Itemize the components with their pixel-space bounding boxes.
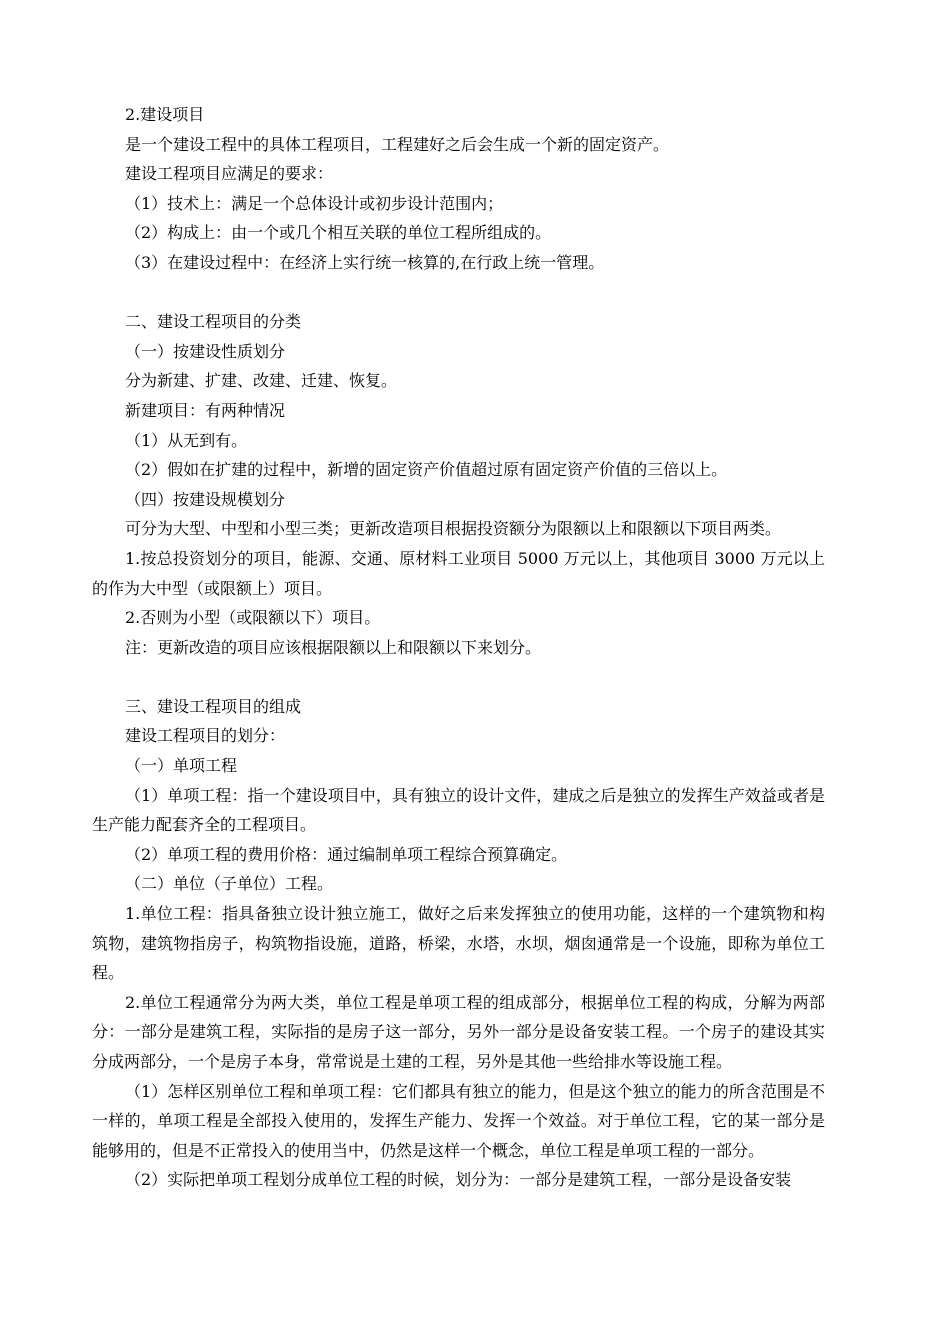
paragraph: （1）从无到有。 [125, 430, 248, 450]
paragraph: 2.否则为小型（或限额以下）项目。 [125, 608, 381, 628]
subsection-heading: （一）按建设性质划分 [125, 341, 286, 361]
paragraph: （1）怎样区别单位工程和单项工程：它们都具有独立的能力，但是这个独立的能力的所含范围是不一样的，单项工程是全部投入使用的，发挥生产能力、发挥一个效益。对于单位工程，它的某一部分是能够用的，但是不正常投入的使用当中，仍然是这样一个概念，单位工程是单项工程的一部分。 [92, 1081, 825, 1160]
blank-line [92, 662, 825, 692]
section-heading: 二、建设工程项目的分类 [125, 312, 302, 332]
subsection-heading: （二）单位（子单位）工程。 [125, 874, 334, 894]
paragraph: （2）假如在扩建的过程中，新增的固定资产价值超过原有固定资产价值的三倍以上。 [125, 460, 728, 480]
note-paragraph: 注：更新改造的项目应该根据限额以上和限额以下来划分。 [125, 637, 542, 657]
paragraph: 可分为大型、中型和小型三类；更新改造项目根据投资额分为限额以上和限额以下项目两类。 [125, 519, 782, 539]
paragraph: 建设工程项目应满足的要求： [125, 164, 334, 184]
paragraph: 建设工程项目的划分： [125, 726, 286, 746]
blank-line [92, 278, 825, 308]
paragraph: （3）在建设过程中：在经济上实行统一核算的,在行政上统一管理。 [125, 252, 605, 272]
paragraph: 分为新建、扩建、改建、迁建、恢复。 [125, 371, 398, 391]
section-heading: 三、建设工程项目的组成 [125, 696, 302, 716]
subsection-heading: （一）单项工程 [125, 756, 238, 776]
paragraph: 1.按总投资划分的项目，能源、交通、原材料工业项目 5000 万元以上，其他项目 3000 万元以上的作为大中型（或限额上）项目。 [92, 548, 825, 598]
paragraph: 是一个建设工程中的具体工程项目，工程建好之后会生成一个新的固定资产。 [125, 134, 670, 154]
paragraph: （2）单项工程的费用价格：通过编制单项工程综合预算确定。 [125, 844, 568, 864]
paragraph: （2）实际把单项工程划分成单位工程的时候，划分为：一部分是建筑工程，一部分是设备安装 [125, 1170, 792, 1190]
paragraph: 1.单位工程：指具备独立设计独立施工，做好之后来发挥独立的使用功能，这样的一个建筑物和构筑物，建筑物指房子，构筑物指设施，道路，桥梁，水塔，水坝，烟囱通常是一个设施，即称为单位工程。 [92, 904, 825, 983]
paragraph: （1）技术上：满足一个总体设计或初步设计范围内； [125, 193, 504, 213]
subsection-heading: （四）按建设规模划分 [125, 489, 286, 509]
paragraph: （1）单项工程：指一个建设项目中，具有独立的设计文件，建成之后是独立的发挥生产效益或者是生产能力配套齐全的工程项目。 [92, 785, 825, 835]
paragraph: 新建项目：有两种情况 [125, 400, 286, 420]
paragraph: 2.单位工程通常分为两大类，单位工程是单项工程的组成部分，根据单位工程的构成，分解为两部分：一部分是建筑工程，实际指的是房子这一部分，另外一部分是设备安装工程。一个房子的建设其实分成两部分，一个是房子本身，常常说是土建的工程，另外是其他一些给排水等设施工程。 [92, 992, 825, 1071]
paragraph: （2）构成上：由一个或几个相互关联的单位工程所组成的。 [125, 223, 552, 243]
document-body [92, 100, 825, 1195]
paragraph: 2.建设项目 [125, 105, 205, 124]
